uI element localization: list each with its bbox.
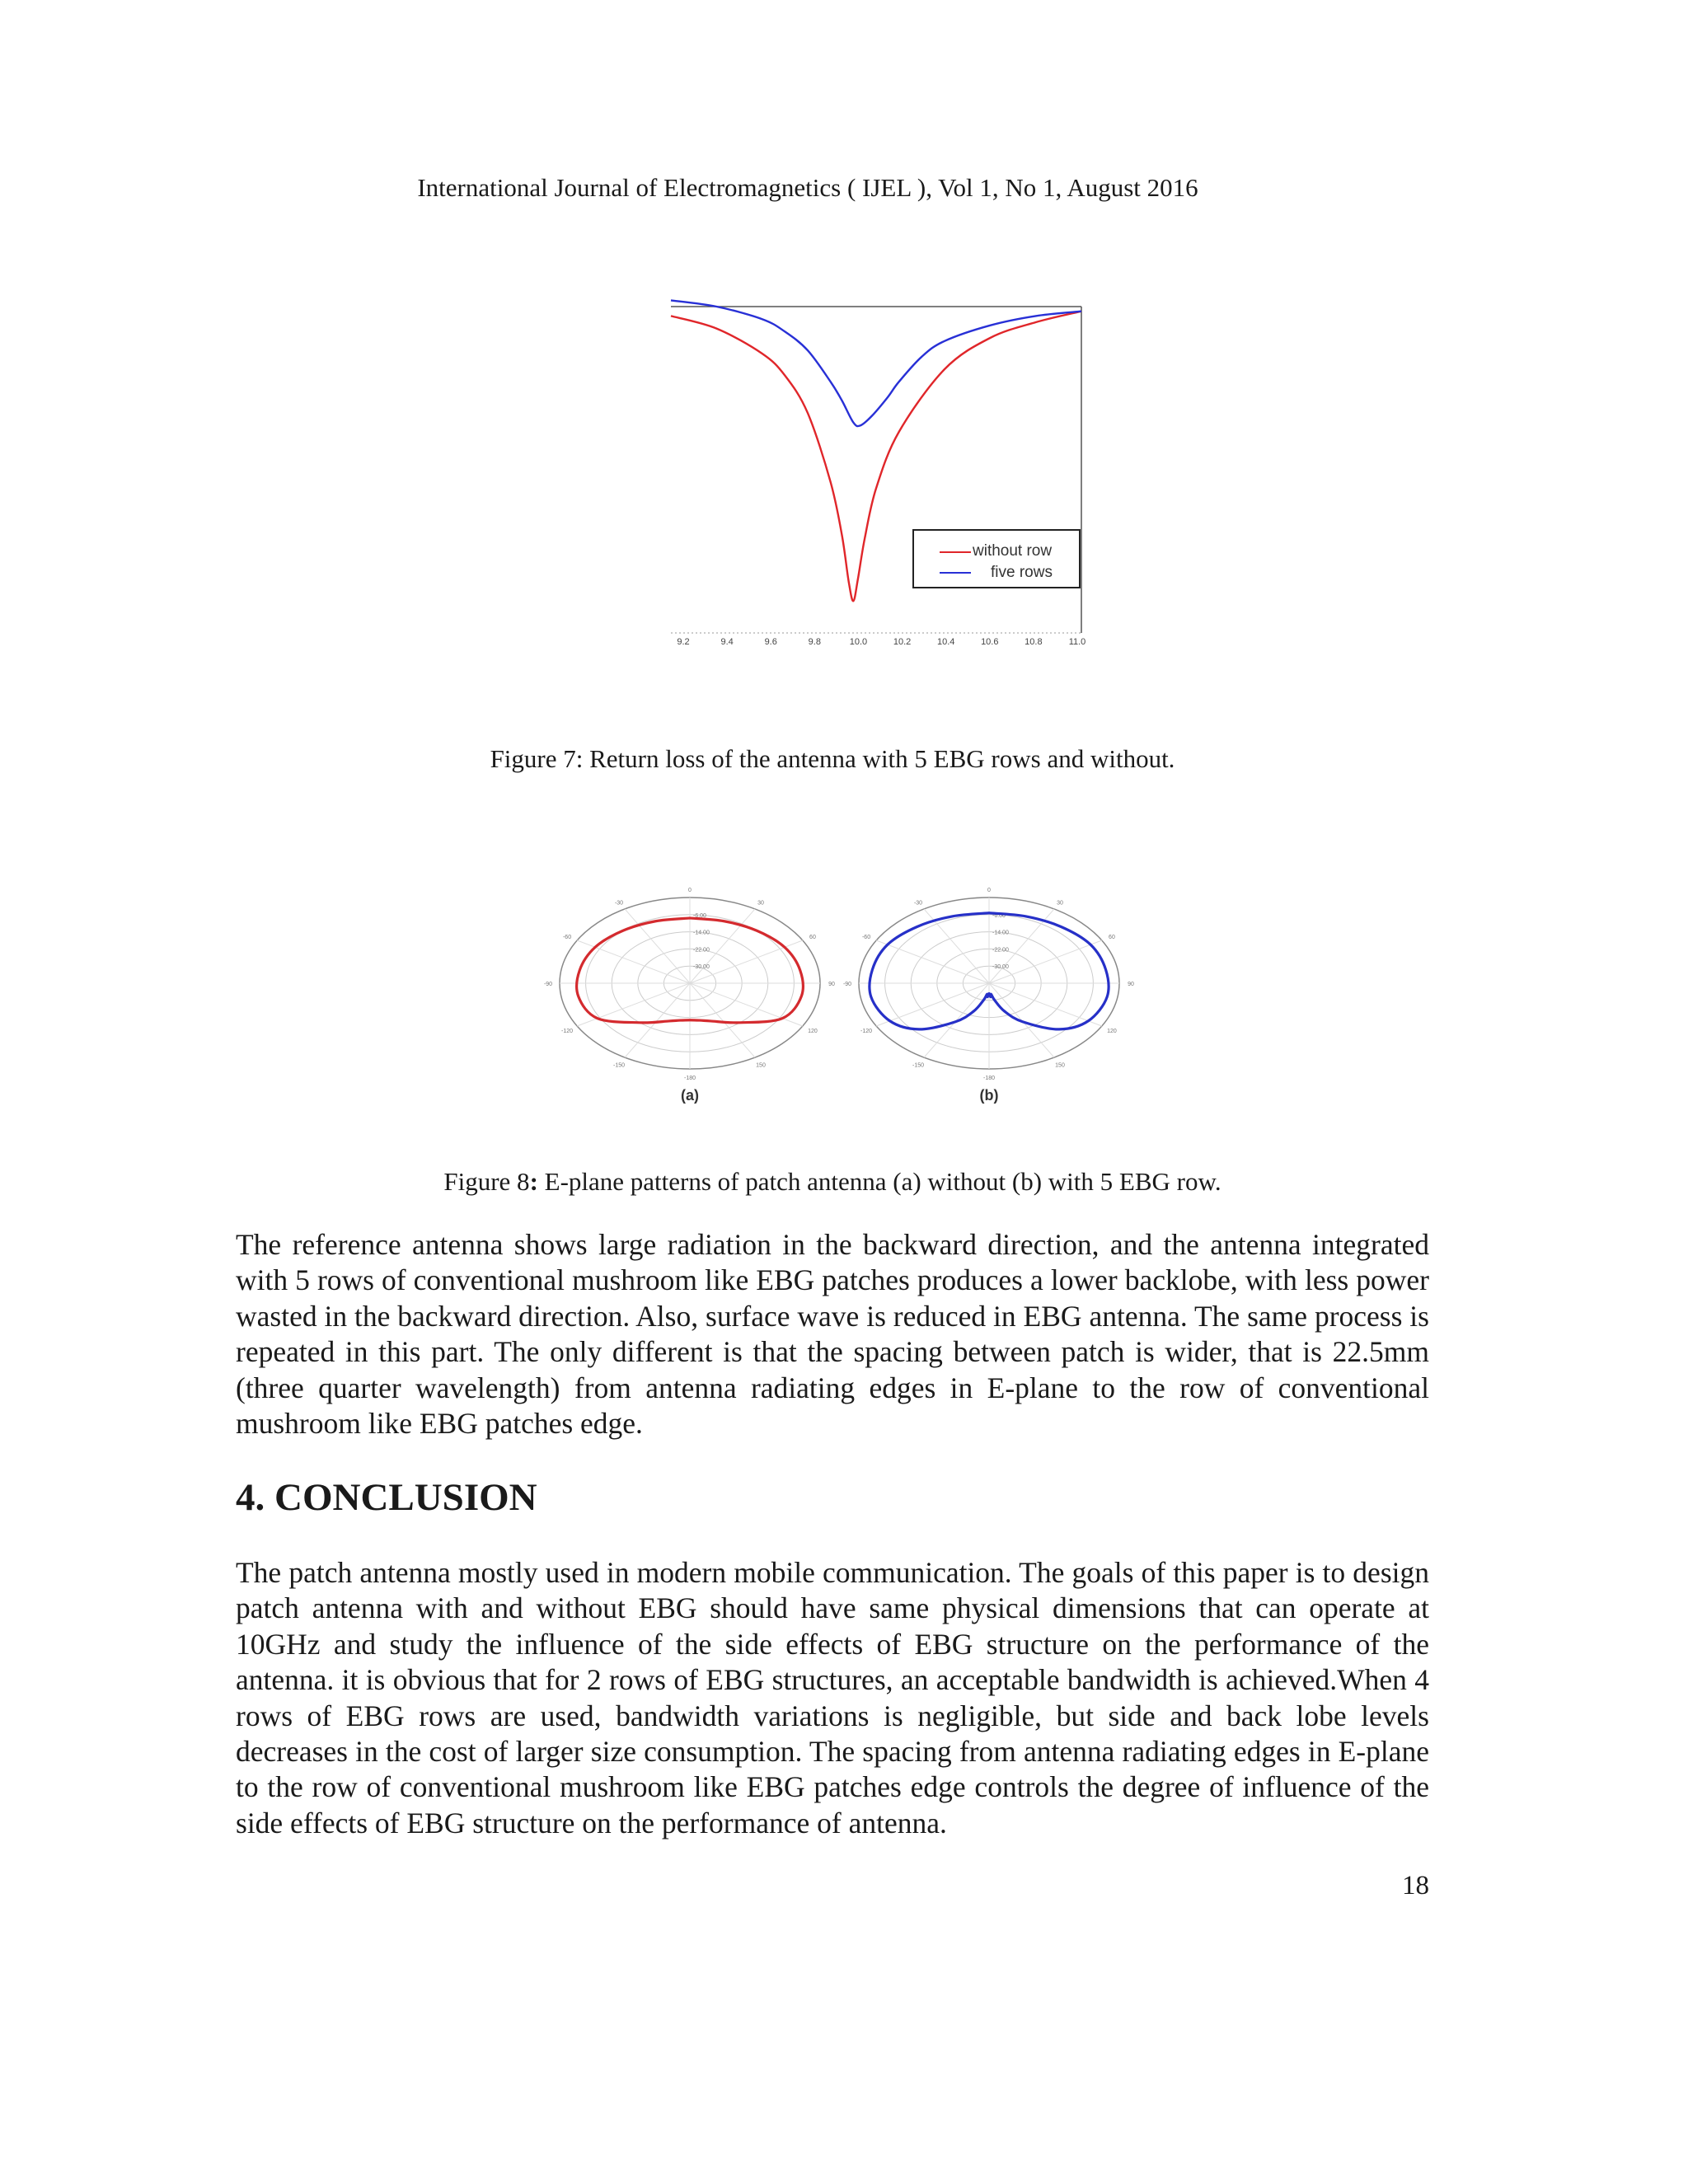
- x-tick-label: 10.4: [936, 637, 955, 647]
- polar-angle-label: -150: [912, 1062, 925, 1069]
- x-tick-label: 10.0: [849, 637, 868, 647]
- figure7-caption: Figure 7: Return loss of the antenna with 5 EBG rows and without.: [490, 744, 1175, 773]
- polar-spoke: [876, 983, 989, 1026]
- figure7-chart: [659, 297, 1088, 659]
- polar-plot-label: (b): [979, 1087, 999, 1104]
- polar-angle-label: 30: [757, 900, 764, 907]
- polar-plot-b: [843, 888, 1134, 1104]
- polar-angle-label: -120: [860, 1029, 873, 1034]
- legend-label-five-rows: five rows: [991, 564, 1053, 581]
- polar-spoke: [989, 983, 1102, 1026]
- x-tick-label: 9.2: [677, 637, 690, 647]
- polar-angle-label: -90: [842, 982, 852, 987]
- polar-ring-label: -14.00: [992, 930, 1009, 936]
- polar-angle-label: 120: [1107, 1029, 1117, 1034]
- x-tick-labels: [677, 637, 1085, 647]
- figure8-caption-prefix: Figure 8: [443, 1167, 530, 1196]
- polar-angle-label: -180: [982, 1076, 996, 1081]
- x-tick-label: 10.2: [893, 637, 912, 647]
- running-header: International Journal of Electromagnetics ( IJEL ), Vol 1, No 1, August 2016: [417, 173, 1198, 202]
- polar-angle-label: -120: [561, 1029, 574, 1034]
- figure8-caption-colon: :: [529, 1167, 538, 1196]
- figure8-charts: [536, 882, 1134, 1113]
- x-tick-label: 10.6: [981, 637, 999, 647]
- polar-ring-label: -30.00: [992, 964, 1009, 971]
- x-tick-label: 10.8: [1025, 637, 1043, 647]
- polar-angle-label: -180: [683, 1076, 696, 1081]
- section-heading: 4. CONCLUSION: [236, 1476, 537, 1519]
- polar-angle-label: 120: [808, 1029, 818, 1034]
- polar-angle-label: 30: [1057, 900, 1063, 907]
- polar-ring-label: -22.00: [992, 947, 1009, 954]
- x-tick-label: 9.6: [764, 637, 777, 647]
- x-tick-label: 9.4: [720, 637, 734, 647]
- polar-plot-label: (a): [681, 1087, 699, 1104]
- body-paragraph-1: The reference antenna shows large radiation in the backward direction, and the antenna integrated with 5 rows of conventional mushroom like EBG patches produces a lower backlobe, with less power wasted in the backward direction. Also, surface wave is reduced in EBG antenna. The same process is repeated in this part. The only different is that the spacing between patch is wider, that is 22.5mm (three quarter wavelength) from antenna radiating edges in E-plane to the row of conventional mushroom like EBG patches edge.: [236, 1228, 1429, 1441]
- polar-angle-label: 90: [1128, 982, 1134, 987]
- series-line-five-rows: [671, 300, 1081, 426]
- figure8-caption-text: E-plane patterns of patch antenna (a) without (b) with 5 EBG row.: [537, 1167, 1221, 1196]
- polar-angle-label: -90: [543, 982, 553, 987]
- polar-ring-label: -6.00: [693, 912, 706, 919]
- polar-ring-label: -14.00: [693, 930, 710, 936]
- polar-angle-label: 0: [987, 888, 991, 893]
- polar-angle-label: -150: [612, 1062, 626, 1069]
- legend: [913, 530, 1080, 588]
- x-tick-label: 9.8: [808, 637, 821, 647]
- polar-angle-label: -30: [614, 900, 624, 907]
- polar-angle-label: -60: [562, 935, 572, 940]
- polar-plot-a: [544, 888, 835, 1104]
- polar-angle-label: 0: [688, 888, 692, 893]
- figure8-caption: [0, 1167, 1665, 1197]
- legend-label-without-row: without row: [973, 542, 1053, 560]
- polar-angle-label: -60: [861, 935, 871, 940]
- polar-angle-label: 90: [828, 982, 835, 987]
- polar-angle-label: 150: [1055, 1062, 1065, 1069]
- polar-angle-label: 60: [1109, 935, 1115, 940]
- body-paragraph-2: The patch antenna mostly used in modern mobile communication. The goals of this paper is to design patch antenna with and without EBG should have same physical dimensions that can operate at 10GHz and study the influence of the side effects of EBG structure on the performance of the antenna. it is obvious that for 2 rows of EBG structures, an acceptable bandwidth is achieved.When 4 rows of EBG rows are used, bandwidth variations is negligible, but side and back lobe levels decreases in the cost of larger size consumption. The spacing from antenna radiating edges in E-plane to the row of conventional mushroom like EBG patches edge controls the degree of influence of the side effects of EBG structure on the performance of antenna.: [236, 1556, 1429, 1840]
- polar-spoke: [876, 940, 989, 983]
- polar-ring-label: -6.00: [992, 912, 1006, 919]
- polar-angle-label: -30: [913, 900, 923, 907]
- x-tick-label: 11.0: [1068, 637, 1086, 647]
- polar-ring-label: -30.00: [693, 964, 710, 971]
- polar-ring-label: -22.00: [693, 947, 710, 954]
- page-number: 18: [1402, 1871, 1429, 1900]
- polar-angle-label: 60: [809, 935, 816, 940]
- polar-angle-label: 150: [756, 1062, 766, 1069]
